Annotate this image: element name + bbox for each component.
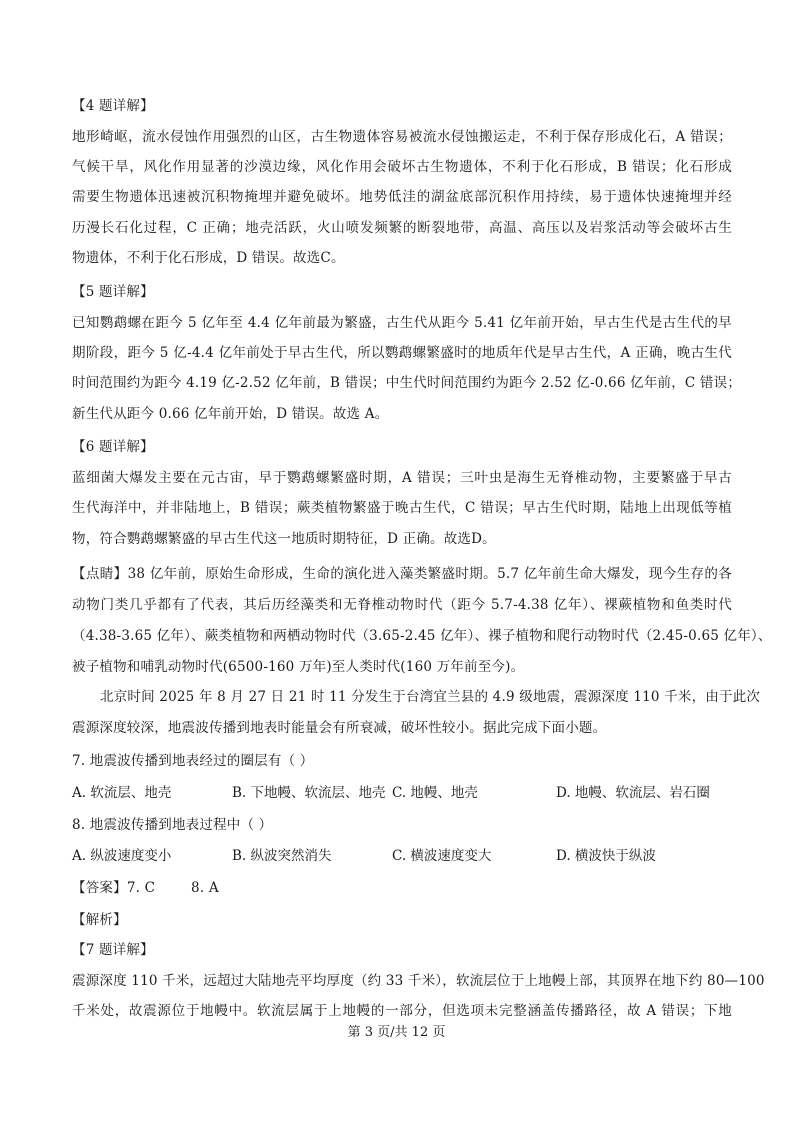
q5-line-4: 新生代从距今 0.66 亿年前开始，D 错误。故选 A。 [72,406,389,422]
passage-line-1: 北京时间 2025 年 8 月 27 日 21 时 11 分发生于台湾宜兰县的 4.9 级地震，震源深度 110 千米，由于此次 [100,689,761,705]
passage-line-2: 震源深度较深，地震波传播到地表时能量会有所衰减，破坏性较小。据此完成下面小题。 [72,720,607,736]
tip-line-1 [72,564,732,584]
q7-detail-header: 【7 题详解】 [72,942,154,958]
q6-header: 【6 题详解】 [72,439,154,455]
q7-option-b: B. 下地幔、软流层、地壳 [232,785,386,801]
q8-option-c: C. 横波速度变大 [392,848,492,864]
q8-option-b: B. 纵波突然消失 [232,848,332,864]
answer-label: 【答案】 [72,880,127,896]
q6-line-3: 物，符合鹦鹉螺繁盛的早古生代这一地质时期特征，D 正确。故选D。 [72,531,496,547]
q8-stem: 8. 地震波传播到地表过程中（ ） [72,817,273,833]
q4-header: 【4 题详解】 [72,98,154,114]
tip-line-2: 动物门类几乎都有了代表，其后历经藻类和无脊椎动物时代（距今 5.7-4.38 亿年）、裸蕨植物和鱼类时代 [72,597,732,613]
q7-detail-line-2: 千米处，故震源位于地幔中。软流层属于上地幔的一部分，但选项未完整涵盖传播路径，故 A 错误；下地 [72,1003,732,1019]
q7-detail-line-1: 震源深度 110 千米，远超过大陆地壳平均厚度（约 33 千米），软流层位于上地幔上部，其顶界在地下约 80—100 [72,973,765,989]
answer-line [72,878,732,898]
q6-line-1: 蓝细菌大爆发主要在元古宙，早于鹦鹉螺繁盛时期，A 错误；三叶虫是海生无脊椎动物，主要繁盛于早古 [72,470,732,486]
q7-stem: 7. 地震波传播到地表经过的圈层有（ ） [72,753,314,769]
analysis-label: 【解析】 [72,912,127,928]
q5-line-3: 时间范围约为距今 4.19 亿-2.52 亿年前，B 错误；中生代时间范围约为距今 2.52 亿-0.66 亿年前，C 错误； [72,375,742,391]
q4-line-1: 地形崎岖，流水侵蚀作用强烈的山区，古生物遗体容易被流水侵蚀搬运走，不利于保存形成化石，A 错误； [72,129,732,145]
tip-label: 【点睛】 [72,566,128,582]
answer-text: 7. C 8. A [126,880,219,896]
q5-line-1: 已知鹦鹉螺在距今 5 亿年至 4.4 亿年前最为繁盛，古生代从距今 5.41 亿年前开始，早古生代是古生代的早 [72,315,732,331]
q8-option-d: D. 横波快于纵波 [556,848,656,864]
q7-option-a: A. 软流层、地壳 [72,785,172,801]
q8-option-a: A. 纵波速度变小 [72,848,172,864]
q5-line-2: 期阶段，距今 5 亿-4.4 亿年前处于早古生代，所以鹦鹉螺繁盛时的地质年代是早古生代，A 正确，晚古生代 [72,345,732,361]
tip-line-3: （4.38-3.65 亿年）、蕨类植物和两栖动物时代（3.65-2.45 亿年）、裸子植物和爬行动物时代（2.45-0.65 亿年）、 [72,628,772,644]
q4-line-3: 需要生物遗体迅速被沉积物掩埋并避免破坏。地势低洼的湖盆底部沉积作用持续，易于遗体快速掩埋并经 [72,189,732,205]
q4-line-2: 气候干旱，风化作用显著的沙漠边缘，风化作用会破坏古生物遗体，不利于化石形成，B 错误；化石形成 [72,159,732,175]
q5-header: 【5 题详解】 [72,284,154,300]
tip-line-4: 被子植物和哺乳动物时代(6500-160 万年)至人类时代(160 万年前至今)。 [72,659,525,675]
tip-text-1: 38 亿年前，原始生命形成，生命的演化进入藻类繁盛时期。5.7 亿年前生命大爆发，现今生存的各 [127,566,732,582]
q7-option-d: D. 地幔、软流层、岩石圈 [556,785,710,801]
q7-option-c: C. 地幔、地壳 [392,785,478,801]
q4-line-5: 物遗体，不利于化石形成，D 错误。故选C。 [72,250,345,266]
page-footer: 第 3 页/共 12 页 [347,1025,446,1040]
q4-line-4: 历漫长石化过程，C 正确；地壳活跃，火山喷发频繁的断裂地带，高温、高压以及岩浆活动等会破坏古生 [72,220,732,236]
q6-line-2: 生代海洋中，并非陆地上，B 错误；蕨类植物繁盛于晚古生代，C 错误；早古生代时期，陆地上出现低等植 [72,500,732,516]
